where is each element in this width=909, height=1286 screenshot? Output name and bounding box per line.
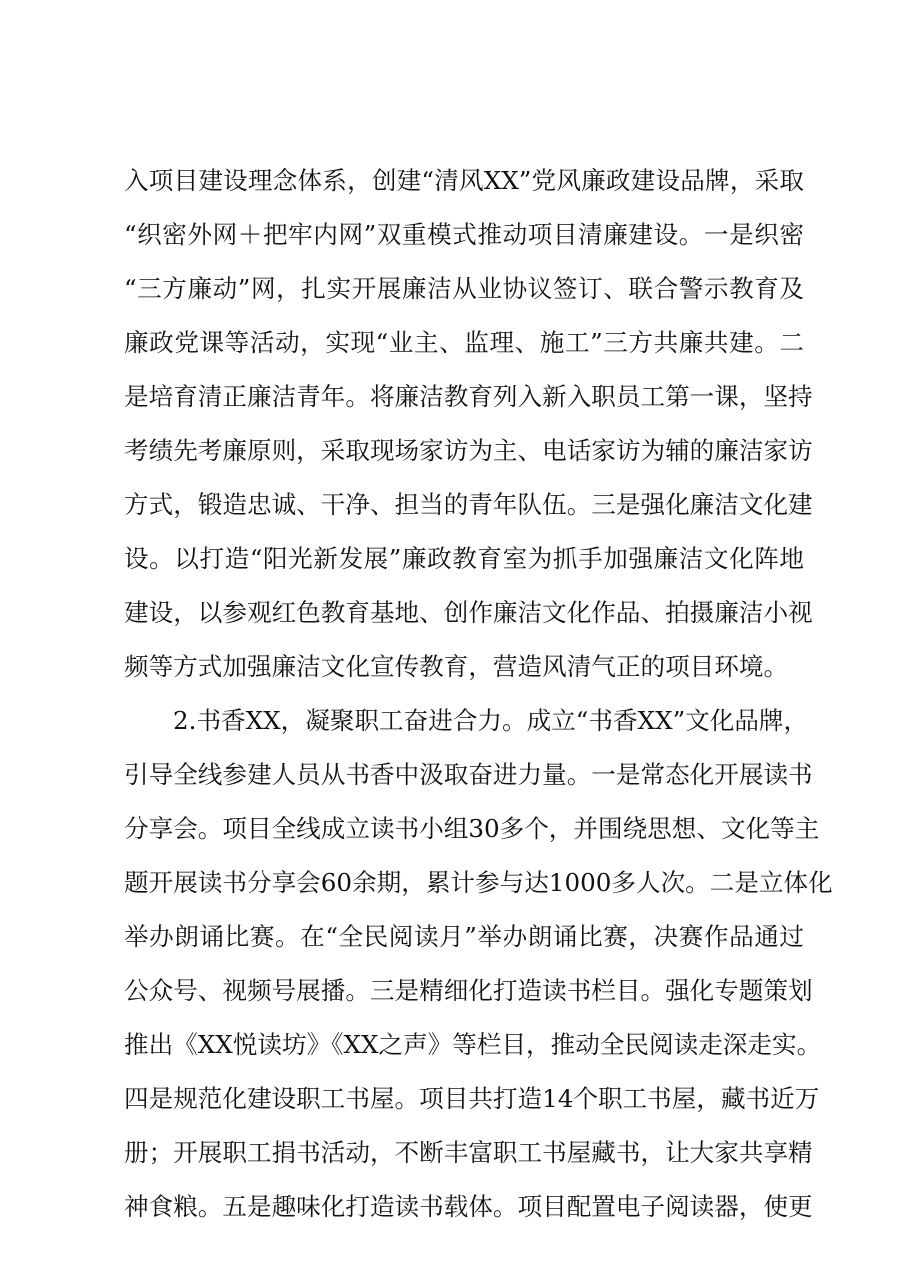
text-line: 是培育清正廉洁青年。将廉洁教育列入新入职员工第一课，坚持 bbox=[124, 382, 813, 411]
text-line: 四是规范化建设职工书屋。项目共打造14个职工书屋，藏书近万 bbox=[124, 1084, 820, 1113]
text-line: 举办朗诵比赛。在“全民阅读月”举办朗诵比赛，决赛作品通过 bbox=[124, 922, 804, 951]
text-line: 引导全线参建人员从书香中汲取奋进力量。一是常态化开展读书 bbox=[124, 760, 813, 789]
text-line: 分享会。项目全线成立读书小组30多个，并围绕思想、文化等主 bbox=[124, 814, 820, 843]
text-line: 册；开展职工捐书活动，不断丰富职工书屋藏书，让大家共享精 bbox=[124, 1138, 813, 1167]
text-line: “三方廉动”网，扎实开展廉洁从业协议签订、联合警示教育及 bbox=[124, 274, 804, 303]
text-line: 设。以打造“阳光新发展”廉政教育室为抓手加强廉洁文化阵地 bbox=[124, 544, 804, 573]
text-line: “织密外网＋把牢内网”双重模式推动项目清廉建设。一是织密 bbox=[124, 220, 804, 249]
text-line: 推出《XX悦读坊》《XX之声》等栏目，推动全民阅读走深走实。 bbox=[124, 1030, 822, 1059]
text-line: 建设，以参观红色教育基地、创作廉洁文化作品、拍摄廉洁小视 bbox=[124, 598, 813, 627]
text-line: 考绩先考廉原则，采取现场家访为主、电话家访为辅的廉洁家访 bbox=[124, 436, 813, 465]
section-heading-line: 2.书香XX，凝聚职工奋进合力。成立“书香XX”文化品牌， bbox=[173, 706, 809, 735]
text-line: 入项目建设理念体系，创建“清风XX”党风廉政建设品牌，采取 bbox=[124, 166, 804, 195]
text-line: 频等方式加强廉洁文化宣传教育，营造风清气正的项目环境。 bbox=[124, 652, 789, 681]
text-line: 神食粮。五是趣味化打造读书载体。项目配置电子阅读器，使更 bbox=[124, 1192, 813, 1221]
text-line: 方式，锻造忠诚、干净、担当的青年队伍。三是强化廉洁文化建 bbox=[124, 490, 813, 519]
text-line: 廉政党课等活动，实现“业主、监理、施工”三方共廉共建。二 bbox=[124, 328, 804, 357]
text-line: 题开展读书分享会60余期，累计参与达1000多人次。二是立体化 bbox=[124, 868, 833, 897]
text-line: 公众号、视频号展播。三是精细化打造读书栏目。强化专题策划 bbox=[124, 976, 813, 1005]
body-text bbox=[124, 154, 833, 1234]
